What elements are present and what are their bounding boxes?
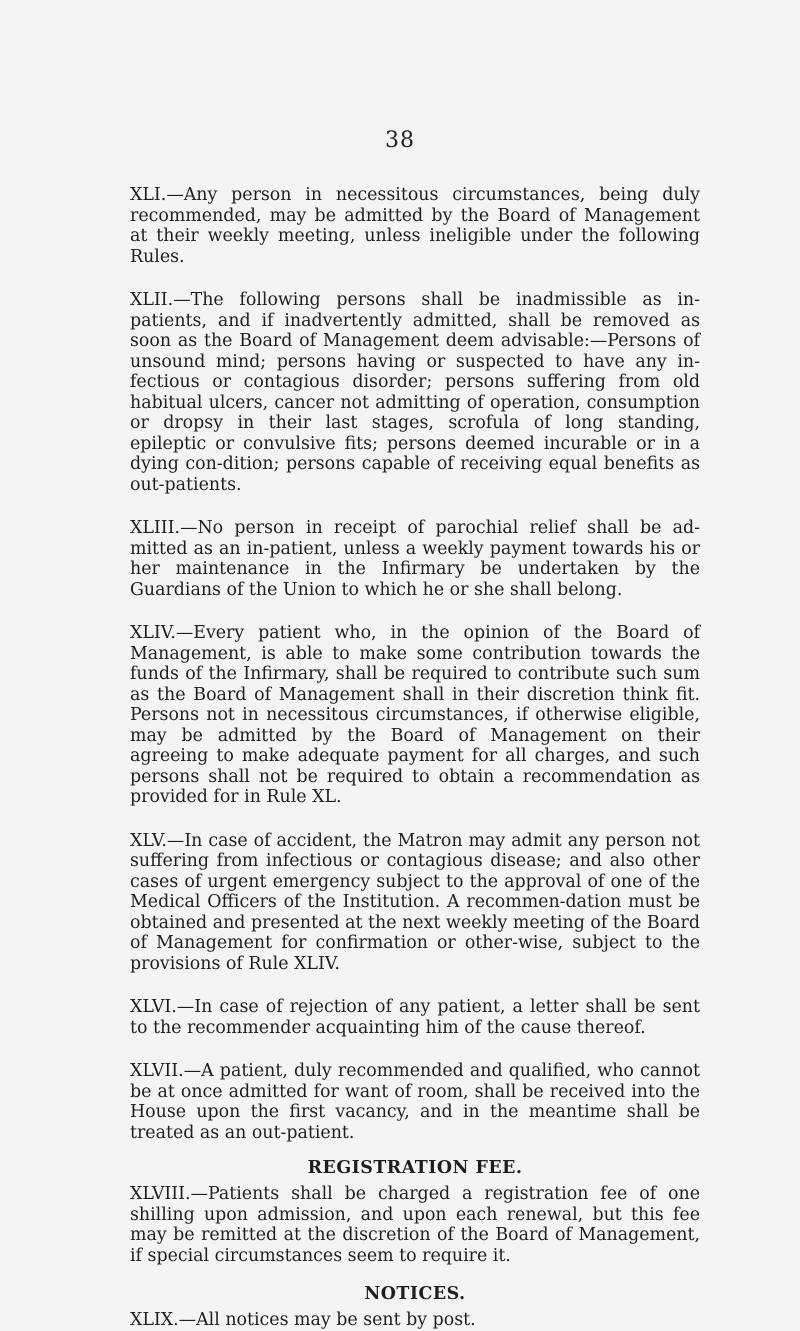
rule-paragraph (130, 1061, 700, 1143)
page-number: 38 (385, 128, 415, 153)
rule-text: —No person in receipt of parochial relief shall be ad-mitted as an in-patient, unless a weekly payment towards his or her maintenance in the Infirmary be undertaken by the Guardians of the Union to which he or she shall belong. (130, 518, 700, 600)
rule-paragraph (130, 831, 700, 975)
rule-text: —Every patient who, in the opinion of the Board of Management, is able to make some contribution towards the funds of the Infirmary, shall be required to contribute such sum as the Board of Management shall in their discretion think fit. Persons not in necessitous circumstances, if otherwise eligible, may be admitted by the Board of Management on their agreeing to make adequate payment for all charges, and such persons shall not be required to obtain a recommendation as provided for in Rule XL. (130, 623, 700, 807)
rule-paragraph (130, 1310, 700, 1331)
rule-paragraph (130, 290, 700, 495)
rule-number: XLVII. (130, 1061, 184, 1081)
rule-number: XLI. (130, 185, 167, 205)
rule-paragraph (130, 1184, 700, 1266)
rule-number: XLVIII. (130, 1184, 191, 1204)
document-body (130, 185, 700, 1331)
rule-text: —Any person in necessitous circumstances, being duly recommended, may be admitted by the Board of Management at their weekly meeting, unless ineligible under the following Rules. (130, 185, 700, 267)
rule-paragraph (130, 518, 700, 600)
registration-fee-heading: REGISTRATION FEE. (307, 1158, 523, 1178)
rule-number: XLIV. (130, 623, 176, 643)
rule-text: —A patient, duly recommended and qualified, who cannot be at once admitted for want of room, shall be received into the House upon the first vacancy, and in the meantime shall be treated as an out-patient. (130, 1061, 700, 1143)
rule-text: —All notices may be sent by post. (178, 1310, 476, 1330)
rule-text: —In case of rejection of any patient, a letter shall be sent to the recommender acquainting him of the cause thereof. (130, 997, 700, 1038)
rule-text: —Patients shall be charged a registration fee of one shilling upon admission, and upon each renewal, but this fee may be remitted at the discretion of the Board of Management, if special circumstances seem to require it. (130, 1184, 700, 1266)
rule-text: —In case of accident, the Matron may admit any person not suffering from infectious or contagious disease; and also other cases of urgent emergency subject to the approval of one of the Medical Officers of the Institution. A recommen-dation must be obtained and presented at the next weekly meeting of the Board of Management for confirmation or other-wise, subject to the provisions of Rule XLIV. (130, 830, 700, 974)
rule-paragraph (130, 997, 700, 1038)
notices-heading: NOTICES. (364, 1284, 466, 1304)
rule-paragraph (130, 185, 700, 267)
rule-paragraph (130, 623, 700, 808)
rule-number: XLII. (130, 290, 174, 310)
rule-text: —The following persons shall be inadmissible as in-patients, and if inadvertently admitted, shall be removed as soon as the Board of Management deem advisable:—Persons of unsound mind; persons having or suspected to have any in-fectious or contagious disorder; persons suffering from old habitual ulcers, cancer not admitting of operation, consumption or dropsy in their last stages, scrofula of long standing, epileptic or convulsive fits; persons deemed incurable or in a dying con-dition; persons capable of receiving equal benefits as out-patients. (130, 290, 700, 495)
rule-number: XLIII. (130, 518, 181, 538)
rule-number: XLV. (130, 830, 167, 851)
rule-number: XLVI. (130, 997, 177, 1017)
rule-number: XLIX. (130, 1310, 179, 1330)
